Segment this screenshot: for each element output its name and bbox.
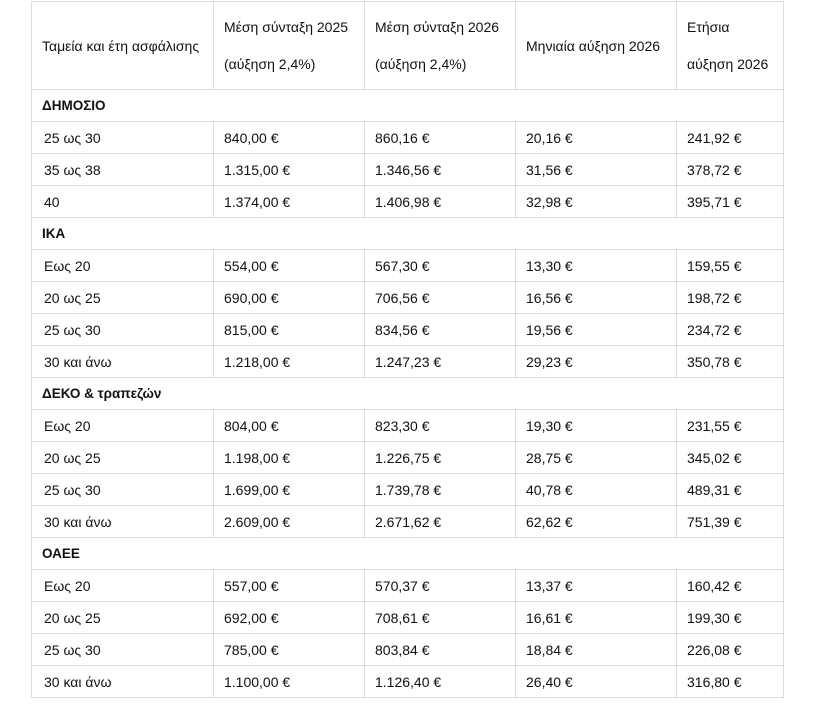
- column-header-line: Ετήσια: [687, 18, 730, 35]
- amount-cell: 226,08 €: [677, 634, 784, 666]
- amount-cell: 557,00 €: [214, 570, 365, 602]
- years-cell: 30 και άνω: [32, 506, 214, 538]
- table-row: [32, 186, 784, 218]
- table-row: [32, 506, 784, 538]
- table-row: [32, 250, 784, 282]
- amount-cell: 489,31 €: [677, 474, 784, 506]
- section-row: [32, 538, 784, 570]
- amount-cell: 1.315,00 €: [214, 154, 365, 186]
- section-title: ΔΗΜΟΣΙΟ: [32, 90, 784, 122]
- years-cell: Εως 20: [32, 570, 214, 602]
- table-row: [32, 410, 784, 442]
- amount-cell: 823,30 €: [365, 410, 516, 442]
- amount-cell: 1.374,00 €: [214, 186, 365, 218]
- table-row: [32, 570, 784, 602]
- amount-cell: 13,37 €: [516, 570, 677, 602]
- column-header: [365, 2, 516, 90]
- amount-cell: 706,56 €: [365, 282, 516, 314]
- years-cell: 30 και άνω: [32, 666, 214, 698]
- years-cell: 25 ως 30: [32, 314, 214, 346]
- amount-cell: 13,30 €: [516, 250, 677, 282]
- amount-cell: 159,55 €: [677, 250, 784, 282]
- amount-cell: 241,92 €: [677, 122, 784, 154]
- amount-cell: 16,56 €: [516, 282, 677, 314]
- years-cell: 20 ως 25: [32, 282, 214, 314]
- header-row: [32, 2, 784, 90]
- amount-cell: 20,16 €: [516, 122, 677, 154]
- amount-cell: 350,78 €: [677, 346, 784, 378]
- years-cell: Εως 20: [32, 410, 214, 442]
- amount-cell: 1.346,56 €: [365, 154, 516, 186]
- column-header-line: Μηνιαία αύξηση 2026: [526, 37, 661, 54]
- years-cell: Εως 20: [32, 250, 214, 282]
- table-row: [32, 602, 784, 634]
- column-header: [677, 2, 784, 90]
- amount-cell: 395,71 €: [677, 186, 784, 218]
- table-row: [32, 122, 784, 154]
- column-header-line: (αύξηση 2,4%): [375, 55, 467, 72]
- amount-cell: 31,56 €: [516, 154, 677, 186]
- column-header: [214, 2, 365, 90]
- amount-cell: 785,00 €: [214, 634, 365, 666]
- amount-cell: 840,00 €: [214, 122, 365, 154]
- table-row: [32, 474, 784, 506]
- amount-cell: 19,30 €: [516, 410, 677, 442]
- amount-cell: 40,78 €: [516, 474, 677, 506]
- amount-cell: 198,72 €: [677, 282, 784, 314]
- amount-cell: 2.609,00 €: [214, 506, 365, 538]
- amount-cell: 708,61 €: [365, 602, 516, 634]
- section-title: ΔΕΚΟ & τραπεζών: [32, 378, 784, 410]
- amount-cell: 804,00 €: [214, 410, 365, 442]
- amount-cell: 62,62 €: [516, 506, 677, 538]
- amount-cell: 234,72 €: [677, 314, 784, 346]
- amount-cell: 19,56 €: [516, 314, 677, 346]
- section-title: ΟΑΕΕ: [32, 538, 784, 570]
- amount-cell: 570,37 €: [365, 570, 516, 602]
- amount-cell: 199,30 €: [677, 602, 784, 634]
- section-row: [32, 378, 784, 410]
- column-header: [516, 2, 677, 90]
- years-cell: 25 ως 30: [32, 634, 214, 666]
- years-cell: 25 ως 30: [32, 474, 214, 506]
- amount-cell: 554,00 €: [214, 250, 365, 282]
- years-cell: 30 και άνω: [32, 346, 214, 378]
- table-row: [32, 346, 784, 378]
- amount-cell: 751,39 €: [677, 506, 784, 538]
- amount-cell: 29,23 €: [516, 346, 677, 378]
- amount-cell: 815,00 €: [214, 314, 365, 346]
- column-header-line: Μέση σύνταξη 2025: [224, 18, 349, 35]
- section-row: [32, 90, 784, 122]
- years-cell: 20 ως 25: [32, 602, 214, 634]
- amount-cell: 1.699,00 €: [214, 474, 365, 506]
- amount-cell: 1.226,75 €: [365, 442, 516, 474]
- table-row: [32, 282, 784, 314]
- column-header-line: (αύξηση 2,4%): [224, 55, 316, 72]
- amount-cell: 32,98 €: [516, 186, 677, 218]
- amount-cell: 860,16 €: [365, 122, 516, 154]
- column-header-line: Μέση σύνταξη 2026: [375, 18, 500, 35]
- amount-cell: 692,00 €: [214, 602, 365, 634]
- table-row: [32, 634, 784, 666]
- years-cell: 20 ως 25: [32, 442, 214, 474]
- amount-cell: 378,72 €: [677, 154, 784, 186]
- table-body: [32, 90, 784, 698]
- amount-cell: 834,56 €: [365, 314, 516, 346]
- column-header-line: Ταμεία και έτη ασφάλισης: [42, 37, 200, 54]
- years-cell: 40: [32, 186, 214, 218]
- amount-cell: 1.198,00 €: [214, 442, 365, 474]
- column-header-line: αύξηση 2026: [687, 55, 769, 72]
- amount-cell: 18,84 €: [516, 634, 677, 666]
- section-row: [32, 218, 784, 250]
- amount-cell: 26,40 €: [516, 666, 677, 698]
- amount-cell: 1.406,98 €: [365, 186, 516, 218]
- amount-cell: 2.671,62 €: [365, 506, 516, 538]
- amount-cell: 231,55 €: [677, 410, 784, 442]
- amount-cell: 803,84 €: [365, 634, 516, 666]
- table-row: [32, 314, 784, 346]
- amount-cell: 690,00 €: [214, 282, 365, 314]
- amount-cell: 1.126,40 €: [365, 666, 516, 698]
- column-header: [32, 2, 214, 90]
- years-cell: 25 ως 30: [32, 122, 214, 154]
- amount-cell: 16,61 €: [516, 602, 677, 634]
- table-row: [32, 666, 784, 698]
- amount-cell: 160,42 €: [677, 570, 784, 602]
- amount-cell: 1.739,78 €: [365, 474, 516, 506]
- amount-cell: 1.218,00 €: [214, 346, 365, 378]
- amount-cell: 567,30 €: [365, 250, 516, 282]
- years-cell: 35 ως 38: [32, 154, 214, 186]
- amount-cell: 1.247,23 €: [365, 346, 516, 378]
- amount-cell: 28,75 €: [516, 442, 677, 474]
- table-row: [32, 442, 784, 474]
- pension-table: [31, 1, 784, 698]
- amount-cell: 1.100,00 €: [214, 666, 365, 698]
- table-header: [32, 2, 784, 90]
- amount-cell: 345,02 €: [677, 442, 784, 474]
- amount-cell: 316,80 €: [677, 666, 784, 698]
- section-title: ΙΚΑ: [32, 218, 784, 250]
- table-row: [32, 154, 784, 186]
